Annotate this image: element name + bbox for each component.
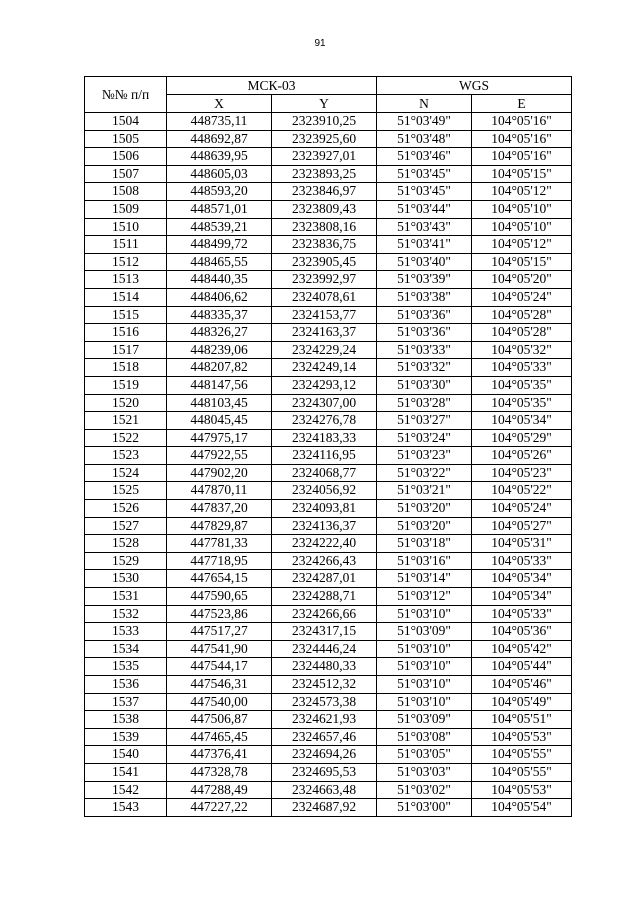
- cell-point-number: 1508: [85, 183, 167, 201]
- cell-point-number: 1543: [85, 799, 167, 817]
- cell-n: 51°03'44": [377, 200, 472, 218]
- cell-x: 447328,78: [167, 763, 272, 781]
- cell-y: 2324222,40: [272, 535, 377, 553]
- cell-n: 51°03'10": [377, 658, 472, 676]
- cell-e: 104°05'42": [472, 640, 572, 658]
- cell-x: 447837,20: [167, 500, 272, 518]
- cell-y: 2324116,95: [272, 447, 377, 465]
- cell-n: 51°03'00": [377, 799, 472, 817]
- cell-x: 447870,11: [167, 482, 272, 500]
- cell-point-number: 1529: [85, 552, 167, 570]
- cell-x: 448335,37: [167, 306, 272, 324]
- cell-n: 51°03'46": [377, 148, 472, 166]
- cell-n: 51°03'39": [377, 271, 472, 289]
- cell-n: 51°03'22": [377, 464, 472, 482]
- cell-point-number: 1520: [85, 394, 167, 412]
- cell-n: 51°03'36": [377, 306, 472, 324]
- cell-y: 2323925,60: [272, 130, 377, 148]
- coordinates-table: [84, 76, 572, 817]
- cell-x: 447227,22: [167, 799, 272, 817]
- cell-x: 447975,17: [167, 429, 272, 447]
- cell-y: 2324266,43: [272, 552, 377, 570]
- table-row: [85, 464, 572, 482]
- table-row: [85, 130, 572, 148]
- cell-e: 104°05'10": [472, 218, 572, 236]
- cell-n: 51°03'21": [377, 482, 472, 500]
- cell-n: 51°03'45": [377, 165, 472, 183]
- cell-point-number: 1507: [85, 165, 167, 183]
- cell-n: 51°03'08": [377, 728, 472, 746]
- cell-y: 2324153,77: [272, 306, 377, 324]
- cell-e: 104°05'12": [472, 183, 572, 201]
- cell-e: 104°05'23": [472, 464, 572, 482]
- cell-y: 2324694,26: [272, 746, 377, 764]
- cell-point-number: 1511: [85, 236, 167, 254]
- table-row: [85, 711, 572, 729]
- cell-point-number: 1505: [85, 130, 167, 148]
- cell-x: 447654,15: [167, 570, 272, 588]
- cell-y: 2323910,25: [272, 113, 377, 131]
- cell-x: 448593,20: [167, 183, 272, 201]
- cell-n: 51°03'09": [377, 711, 472, 729]
- cell-y: 2324307,00: [272, 394, 377, 412]
- header-n: N: [377, 95, 472, 113]
- cell-n: 51°03'03": [377, 763, 472, 781]
- cell-e: 104°05'24": [472, 500, 572, 518]
- cell-y: 2324068,77: [272, 464, 377, 482]
- cell-n: 51°03'09": [377, 623, 472, 641]
- table-row: [85, 535, 572, 553]
- table-row: [85, 412, 572, 430]
- cell-y: 2323836,75: [272, 236, 377, 254]
- cell-y: 2324288,71: [272, 588, 377, 606]
- table-row: [85, 658, 572, 676]
- cell-point-number: 1539: [85, 728, 167, 746]
- table-row: [85, 376, 572, 394]
- cell-n: 51°03'12": [377, 588, 472, 606]
- cell-x: 448465,55: [167, 253, 272, 271]
- cell-e: 104°05'12": [472, 236, 572, 254]
- cell-n: 51°03'18": [377, 535, 472, 553]
- cell-x: 448147,56: [167, 376, 272, 394]
- table-row: [85, 165, 572, 183]
- cell-x: 447541,90: [167, 640, 272, 658]
- cell-point-number: 1521: [85, 412, 167, 430]
- cell-x: 448239,06: [167, 341, 272, 359]
- cell-e: 104°05'53": [472, 781, 572, 799]
- cell-x: 447590,65: [167, 588, 272, 606]
- cell-y: 2324446,24: [272, 640, 377, 658]
- cell-point-number: 1541: [85, 763, 167, 781]
- cell-e: 104°05'46": [472, 676, 572, 694]
- cell-e: 104°05'16": [472, 113, 572, 131]
- table-row: [85, 253, 572, 271]
- cell-n: 51°03'38": [377, 288, 472, 306]
- cell-y: 2324163,37: [272, 324, 377, 342]
- cell-x: 448639,95: [167, 148, 272, 166]
- cell-n: 51°03'41": [377, 236, 472, 254]
- cell-n: 51°03'20": [377, 517, 472, 535]
- cell-x: 447506,87: [167, 711, 272, 729]
- cell-y: 2324249,14: [272, 359, 377, 377]
- page-number: 91: [314, 38, 326, 49]
- cell-e: 104°05'22": [472, 482, 572, 500]
- table-row: [85, 113, 572, 131]
- cell-point-number: 1518: [85, 359, 167, 377]
- header-x: X: [167, 95, 272, 113]
- cell-e: 104°05'55": [472, 746, 572, 764]
- table-row: [85, 183, 572, 201]
- table-row: [85, 148, 572, 166]
- cell-y: 2323846,97: [272, 183, 377, 201]
- cell-point-number: 1504: [85, 113, 167, 131]
- cell-y: 2324136,37: [272, 517, 377, 535]
- cell-point-number: 1516: [85, 324, 167, 342]
- cell-point-number: 1534: [85, 640, 167, 658]
- table-row: [85, 570, 572, 588]
- cell-n: 51°03'24": [377, 429, 472, 447]
- cell-x: 447288,49: [167, 781, 272, 799]
- cell-point-number: 1530: [85, 570, 167, 588]
- header-row-groups: [85, 77, 572, 95]
- cell-e: 104°05'15": [472, 253, 572, 271]
- table-row: [85, 763, 572, 781]
- cell-e: 104°05'32": [472, 341, 572, 359]
- table-row: [85, 429, 572, 447]
- cell-x: 447540,00: [167, 693, 272, 711]
- cell-point-number: 1514: [85, 288, 167, 306]
- cell-x: 447517,27: [167, 623, 272, 641]
- table-row: [85, 218, 572, 236]
- table-row: [85, 623, 572, 641]
- table-row: [85, 394, 572, 412]
- cell-x: 448103,45: [167, 394, 272, 412]
- cell-point-number: 1513: [85, 271, 167, 289]
- cell-x: 447718,95: [167, 552, 272, 570]
- cell-x: 448406,62: [167, 288, 272, 306]
- cell-point-number: 1536: [85, 676, 167, 694]
- cell-point-number: 1527: [85, 517, 167, 535]
- cell-e: 104°05'10": [472, 200, 572, 218]
- table-row: [85, 500, 572, 518]
- cell-y: 2323809,43: [272, 200, 377, 218]
- cell-x: 448207,82: [167, 359, 272, 377]
- cell-y: 2323893,25: [272, 165, 377, 183]
- cell-y: 2324293,12: [272, 376, 377, 394]
- cell-e: 104°05'51": [472, 711, 572, 729]
- table-row: [85, 746, 572, 764]
- cell-n: 51°03'30": [377, 376, 472, 394]
- cell-n: 51°03'45": [377, 183, 472, 201]
- table-row: [85, 693, 572, 711]
- cell-e: 104°05'26": [472, 447, 572, 465]
- cell-point-number: 1535: [85, 658, 167, 676]
- table-row: [85, 236, 572, 254]
- cell-n: 51°03'23": [377, 447, 472, 465]
- cell-x: 448692,87: [167, 130, 272, 148]
- table-row: [85, 676, 572, 694]
- table-row: [85, 605, 572, 623]
- cell-x: 448605,03: [167, 165, 272, 183]
- cell-y: 2324512,32: [272, 676, 377, 694]
- table-row: [85, 588, 572, 606]
- cell-y: 2324266,66: [272, 605, 377, 623]
- cell-n: 51°03'49": [377, 113, 472, 131]
- cell-point-number: 1533: [85, 623, 167, 641]
- cell-y: 2324621,93: [272, 711, 377, 729]
- cell-x: 447902,20: [167, 464, 272, 482]
- cell-n: 51°03'48": [377, 130, 472, 148]
- table-row: [85, 306, 572, 324]
- table-row: [85, 552, 572, 570]
- cell-n: 51°03'36": [377, 324, 472, 342]
- table-row: [85, 640, 572, 658]
- cell-x: 447829,87: [167, 517, 272, 535]
- cell-n: 51°03'16": [377, 552, 472, 570]
- cell-y: 2324695,53: [272, 763, 377, 781]
- cell-e: 104°05'31": [472, 535, 572, 553]
- cell-y: 2324480,33: [272, 658, 377, 676]
- cell-point-number: 1528: [85, 535, 167, 553]
- cell-point-number: 1538: [85, 711, 167, 729]
- cell-n: 51°03'33": [377, 341, 472, 359]
- cell-y: 2323992,97: [272, 271, 377, 289]
- table-row: [85, 288, 572, 306]
- cell-point-number: 1512: [85, 253, 167, 271]
- cell-y: 2324687,92: [272, 799, 377, 817]
- cell-y: 2324317,15: [272, 623, 377, 641]
- cell-point-number: 1509: [85, 200, 167, 218]
- cell-n: 51°03'05": [377, 746, 472, 764]
- cell-point-number: 1540: [85, 746, 167, 764]
- table-row: [85, 200, 572, 218]
- cell-x: 448326,27: [167, 324, 272, 342]
- cell-e: 104°05'28": [472, 306, 572, 324]
- cell-point-number: 1531: [85, 588, 167, 606]
- header-group-msk03: МСК-03: [167, 77, 377, 95]
- cell-point-number: 1506: [85, 148, 167, 166]
- table-row: [85, 517, 572, 535]
- cell-y: 2324573,38: [272, 693, 377, 711]
- cell-point-number: 1519: [85, 376, 167, 394]
- table-body: [85, 113, 572, 817]
- header-y: Y: [272, 95, 377, 113]
- header-row-number: №№ п/п: [85, 77, 167, 113]
- table-row: [85, 728, 572, 746]
- cell-e: 104°05'15": [472, 165, 572, 183]
- cell-point-number: 1523: [85, 447, 167, 465]
- cell-n: 51°03'40": [377, 253, 472, 271]
- cell-n: 51°03'32": [377, 359, 472, 377]
- cell-x: 448045,45: [167, 412, 272, 430]
- cell-e: 104°05'34": [472, 588, 572, 606]
- cell-point-number: 1515: [85, 306, 167, 324]
- cell-e: 104°05'36": [472, 623, 572, 641]
- table-row: [85, 482, 572, 500]
- cell-e: 104°05'54": [472, 799, 572, 817]
- cell-point-number: 1524: [85, 464, 167, 482]
- cell-x: 447523,86: [167, 605, 272, 623]
- header-e: E: [472, 95, 572, 113]
- cell-n: 51°03'20": [377, 500, 472, 518]
- cell-y: 2324657,46: [272, 728, 377, 746]
- table-row: [85, 271, 572, 289]
- cell-x: 447546,31: [167, 676, 272, 694]
- cell-y: 2323905,45: [272, 253, 377, 271]
- cell-e: 104°05'28": [472, 324, 572, 342]
- cell-y: 2324078,61: [272, 288, 377, 306]
- cell-x: 448735,11: [167, 113, 272, 131]
- cell-x: 448539,21: [167, 218, 272, 236]
- cell-x: 447465,45: [167, 728, 272, 746]
- cell-e: 104°05'27": [472, 517, 572, 535]
- cell-x: 448571,01: [167, 200, 272, 218]
- cell-point-number: 1537: [85, 693, 167, 711]
- cell-y: 2324287,01: [272, 570, 377, 588]
- cell-e: 104°05'49": [472, 693, 572, 711]
- cell-x: 447544,17: [167, 658, 272, 676]
- cell-e: 104°05'53": [472, 728, 572, 746]
- cell-point-number: 1510: [85, 218, 167, 236]
- cell-y: 2323808,16: [272, 218, 377, 236]
- cell-point-number: 1522: [85, 429, 167, 447]
- table-row: [85, 324, 572, 342]
- cell-e: 104°05'34": [472, 570, 572, 588]
- cell-y: 2324183,33: [272, 429, 377, 447]
- table-row: [85, 799, 572, 817]
- cell-n: 51°03'10": [377, 640, 472, 658]
- cell-n: 51°03'28": [377, 394, 472, 412]
- cell-point-number: 1542: [85, 781, 167, 799]
- table-header: [85, 77, 572, 113]
- cell-point-number: 1526: [85, 500, 167, 518]
- cell-y: 2324663,48: [272, 781, 377, 799]
- cell-e: 104°05'44": [472, 658, 572, 676]
- cell-x: 447922,55: [167, 447, 272, 465]
- table-row: [85, 341, 572, 359]
- cell-point-number: 1532: [85, 605, 167, 623]
- cell-e: 104°05'16": [472, 148, 572, 166]
- cell-e: 104°05'29": [472, 429, 572, 447]
- header-group-wgs: WGS: [377, 77, 572, 95]
- cell-e: 104°05'55": [472, 763, 572, 781]
- cell-e: 104°05'33": [472, 605, 572, 623]
- cell-y: 2324229,24: [272, 341, 377, 359]
- cell-x: 447376,41: [167, 746, 272, 764]
- cell-y: 2323927,01: [272, 148, 377, 166]
- cell-e: 104°05'35": [472, 376, 572, 394]
- cell-n: 51°03'10": [377, 693, 472, 711]
- cell-x: 448440,35: [167, 271, 272, 289]
- cell-e: 104°05'16": [472, 130, 572, 148]
- cell-e: 104°05'34": [472, 412, 572, 430]
- cell-point-number: 1525: [85, 482, 167, 500]
- cell-e: 104°05'24": [472, 288, 572, 306]
- cell-n: 51°03'27": [377, 412, 472, 430]
- cell-e: 104°05'20": [472, 271, 572, 289]
- cell-n: 51°03'14": [377, 570, 472, 588]
- cell-x: 448499,72: [167, 236, 272, 254]
- table-row: [85, 359, 572, 377]
- cell-e: 104°05'33": [472, 359, 572, 377]
- cell-n: 51°03'10": [377, 676, 472, 694]
- cell-n: 51°03'43": [377, 218, 472, 236]
- table-row: [85, 781, 572, 799]
- cell-n: 51°03'02": [377, 781, 472, 799]
- table-row: [85, 447, 572, 465]
- cell-n: 51°03'10": [377, 605, 472, 623]
- cell-point-number: 1517: [85, 341, 167, 359]
- cell-y: 2324093,81: [272, 500, 377, 518]
- cell-y: 2324056,92: [272, 482, 377, 500]
- cell-e: 104°05'35": [472, 394, 572, 412]
- cell-y: 2324276,78: [272, 412, 377, 430]
- cell-e: 104°05'33": [472, 552, 572, 570]
- cell-x: 447781,33: [167, 535, 272, 553]
